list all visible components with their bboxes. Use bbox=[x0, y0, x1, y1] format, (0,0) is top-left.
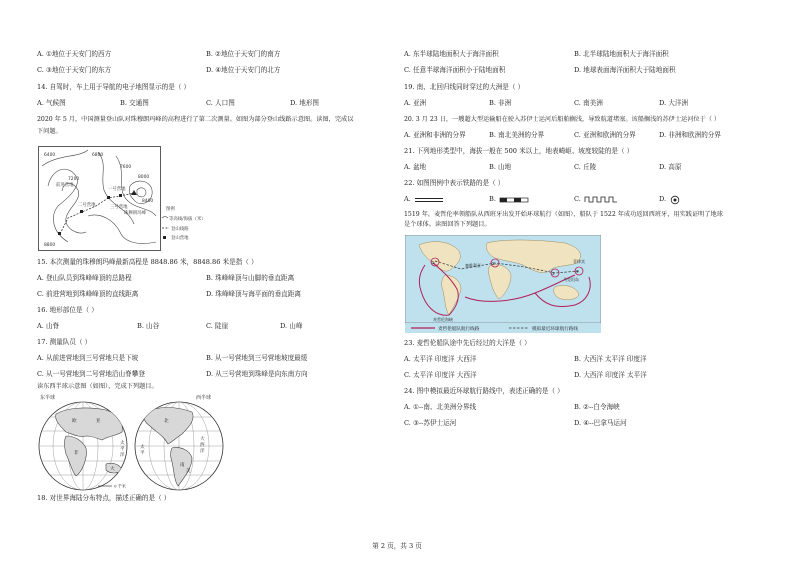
contour-label: 6400 bbox=[44, 153, 56, 158]
q21-option-c: C. 丘陵 bbox=[574, 163, 597, 171]
place-label: 二号营地 bbox=[78, 203, 96, 208]
place-label: 前进营地 bbox=[56, 183, 74, 188]
q20-option-b: B. 南北美洲的分界 bbox=[489, 131, 545, 139]
q20-option-d: D. 非洲和欧洲的分界 bbox=[659, 131, 721, 139]
intro-magellan-line1: 1519 年，麦哲伦率领船队从西班牙出发开始环球航行（如图），船队于 1522 年成功返回西班牙，用实践证明了地球 bbox=[404, 211, 723, 218]
contour-label: 8000 bbox=[138, 175, 150, 180]
q21-option-b: B. 山地 bbox=[489, 163, 512, 171]
q16-option-d: D. 山峰 bbox=[280, 322, 303, 330]
west-mark: 西 bbox=[200, 443, 205, 448]
map-place-label: 菲律宾 bbox=[573, 259, 585, 264]
west-mark: 美 bbox=[186, 469, 191, 474]
west-mark: 平 bbox=[140, 451, 145, 456]
legend-route: 登山线路 bbox=[171, 227, 189, 232]
q18-stem: 18. 对世界海陆分布特点，描述正确的是（ ） bbox=[37, 494, 171, 502]
q19-option-c: C. 南美洲 bbox=[574, 99, 603, 107]
q23-option-b: B. 大西洋 太平洋 印度洋 bbox=[574, 355, 647, 363]
east-mark: 欧 bbox=[72, 419, 77, 424]
q16-option-b: B. 山谷 bbox=[137, 322, 160, 330]
q15-option-a: A. 登山队员到珠峰峰顶的总路程 bbox=[37, 274, 132, 282]
q18-option-a: A. 东半球陆地面积大于海洋面积 bbox=[404, 50, 499, 58]
west-mark: 大 bbox=[200, 437, 205, 442]
q16-stem: 16. 地形部位是（ ） bbox=[37, 306, 98, 314]
railway-symbol-black-white-icon bbox=[499, 196, 529, 204]
q20-option-a: A. 亚洲和非洲的分界 bbox=[404, 131, 466, 139]
q18-option-d: D. 地球表面海洋面积大于陆地面积 bbox=[574, 66, 676, 74]
legend-magellan-route: 麦哲伦船队航行线路 bbox=[438, 327, 480, 332]
railway-symbol-double-line-icon bbox=[414, 196, 444, 204]
contour-label: 6800 bbox=[92, 153, 104, 158]
magellan-voyage-map bbox=[405, 235, 601, 323]
q22-stem: 22. 如图图例中表示铁路的是（ ） bbox=[404, 179, 505, 187]
q22-option-b: B. bbox=[489, 195, 496, 203]
q21-stem: 21. 下列地形类型中，海拔一般在 500 米以上，地表崎岖、坡度较陡的是（ ） bbox=[404, 147, 634, 155]
q13-option-d: D. ④地位于天安门的北方 bbox=[206, 66, 281, 74]
west-mark: 太 bbox=[140, 445, 145, 450]
legend-simulated-route: 模拟最近环球航行路线 bbox=[532, 327, 578, 332]
q23-option-a: A. 太平洋 印度洋 大西洋 bbox=[404, 355, 477, 363]
q15-option-c: C. 前进营地到珠峰峰顶的直线距离 bbox=[37, 290, 139, 298]
q13-option-b: B. ②地位于天安门的南方 bbox=[206, 50, 281, 58]
q23-option-d: D. 大西洋 印度洋 太平洋 bbox=[574, 371, 647, 379]
east-mark: 太 bbox=[120, 441, 125, 446]
everest-contour-map bbox=[38, 146, 208, 251]
q21-option-d: D. 高原 bbox=[659, 163, 682, 171]
q13-option-c: C. ③地位于天安门的东方 bbox=[37, 66, 112, 74]
east-mark: 非 bbox=[74, 451, 79, 456]
q16-option-c: C. 陡崖 bbox=[206, 322, 229, 330]
q17-option-b: B. 从一号营地到三号营地坡度最缓 bbox=[206, 354, 308, 362]
place-label: 珠穆朗玛峰 bbox=[124, 211, 146, 216]
q16-option-a: A. 山脊 bbox=[37, 322, 60, 330]
q23-option-c: C. 太平洋 印度洋 大西洋 bbox=[404, 371, 477, 379]
q18-option-b: B. 北半球陆地面积大于海洋面积 bbox=[574, 50, 669, 58]
q15-option-d: D. 珠峰峰顶与海平面的垂直距离 bbox=[206, 290, 301, 298]
page-footer: 第 2 页，共 3 页 bbox=[372, 542, 422, 550]
intro-magellan-line2: 是个球体。读图回答下列题目。 bbox=[404, 221, 491, 228]
q22-option-d: D. bbox=[659, 195, 667, 203]
q24-option-d: D. ④--巴拿马运河 bbox=[574, 419, 627, 427]
q19-option-a: A. 亚洲 bbox=[404, 99, 427, 107]
q22-option-a: A. bbox=[404, 195, 411, 203]
west-mark: 洋 bbox=[200, 449, 205, 454]
q14-option-a: A. 气候图 bbox=[37, 99, 66, 107]
intro-everest-line1: 2020 年 5 月，中国测量登山队对珠穆朗玛峰的高程进行了第二次测量。如图为部分登山线路示意图。读图，完成以 bbox=[37, 116, 354, 123]
hemispheres-figure bbox=[36, 392, 226, 494]
svg-text:②: ② bbox=[491, 261, 495, 266]
west-mark: 北 bbox=[164, 419, 169, 424]
contour-label: 8800 bbox=[44, 243, 56, 248]
q13-option-a: A. ①地位于天安门的西方 bbox=[37, 50, 112, 58]
q15-stem: 15. 本次测量的珠穆朗玛峰最新高程是 8848.86 米，8848.86 米是指（ ） bbox=[37, 258, 258, 266]
scale-label: 0 千米 bbox=[114, 483, 126, 489]
q17-stem: 17. 测量队员（ ） bbox=[37, 338, 92, 346]
intro-hemispheres: 读东西半球示意图（如图），完成下列题目。 bbox=[37, 383, 158, 390]
q21-option-a: A. 盆地 bbox=[404, 163, 427, 171]
q14-option-c: C. 人口图 bbox=[206, 99, 235, 107]
place-label: 一号营地 bbox=[108, 187, 126, 192]
svg-text:③: ③ bbox=[551, 271, 555, 276]
map-place-label: 麦哲伦海峡 bbox=[433, 317, 453, 322]
east-mark: 大 bbox=[110, 467, 115, 472]
q14-option-d: D. 地形图 bbox=[290, 99, 320, 107]
q20-option-c: C. 亚洲和欧洲的分界 bbox=[574, 131, 636, 139]
q20-stem: 20. 3 月 23 日，一艘超大型运输船在驶入苏伊士运河后船舶搁浅，导致航道堵塞。该船搁浅的苏伊士运河位于（ ） bbox=[404, 116, 721, 123]
map-place-label: 马克坦岛 bbox=[563, 277, 579, 282]
contour-label: 7600 bbox=[120, 165, 132, 170]
svg-text:①: ① bbox=[431, 260, 435, 265]
place-label: 三号营地 bbox=[110, 205, 128, 210]
q15-option-b: B. 珠峰峰顶与山脚的垂直距离 bbox=[206, 274, 295, 282]
q14-stem: 14. 自驾时，车上用于导航的电子地图显示的是（ ） bbox=[37, 83, 191, 91]
q19-option-b: B. 非洲 bbox=[489, 99, 512, 107]
east-mark: 平 bbox=[120, 447, 125, 452]
q24-stem: 24. 图中模拟最近环球航行路线中，表述正确的是（ ） bbox=[404, 387, 564, 395]
east-mark: 洋 bbox=[120, 453, 125, 458]
q23-stem: 23. 麦哲伦船队途中先后经过的大洋是（ ） bbox=[404, 339, 531, 347]
q18-option-c: C. 任意半球海洋面积小于陆地面积 bbox=[404, 66, 506, 74]
q22-option-c: C. bbox=[574, 195, 581, 203]
wall-symbol-icon bbox=[584, 195, 618, 204]
q24-option-b: B. ②--白令海峡 bbox=[574, 403, 620, 411]
legend-contour: 等高线/海拔（米） bbox=[169, 217, 206, 222]
contour-label: 7200 bbox=[68, 177, 80, 182]
capital-symbol-icon bbox=[670, 195, 680, 205]
contour-label: 8400 bbox=[142, 199, 154, 204]
legend-title: 图例 bbox=[166, 207, 175, 212]
west-hemisphere-label: 西半球 bbox=[196, 395, 212, 401]
q19-stem: 19. 南、北回归线同时穿过的大洲是（ ） bbox=[404, 83, 525, 91]
q17-option-a: A. 从前进营地到三号营地只是下坡 bbox=[37, 354, 139, 362]
magellan-map-legend bbox=[405, 323, 601, 333]
svg-text:④: ④ bbox=[575, 269, 579, 274]
east-hemisphere-label: 东半球 bbox=[40, 395, 56, 401]
east-mark: 亚 bbox=[96, 419, 101, 424]
q24-option-c: C. ③--苏伊士运河 bbox=[404, 419, 457, 427]
west-mark: 南 bbox=[180, 463, 185, 468]
map-place-label: 塞维利亚 bbox=[465, 263, 481, 268]
q17-option-d: D. 从三号营地到珠峰是向东南方向 bbox=[206, 370, 308, 378]
legend-camp: 登山营地 bbox=[171, 236, 189, 241]
intro-everest-line2: 下问题。 bbox=[37, 128, 62, 135]
q14-option-b: B. 交通图 bbox=[120, 99, 149, 107]
q17-option-c: C. 从一号营地到二号营地沿山脊攀登 bbox=[37, 370, 145, 378]
q24-option-a: A. ①--南、北美洲分界线 bbox=[404, 403, 477, 411]
q19-option-d: D. 大洋洲 bbox=[659, 99, 689, 107]
